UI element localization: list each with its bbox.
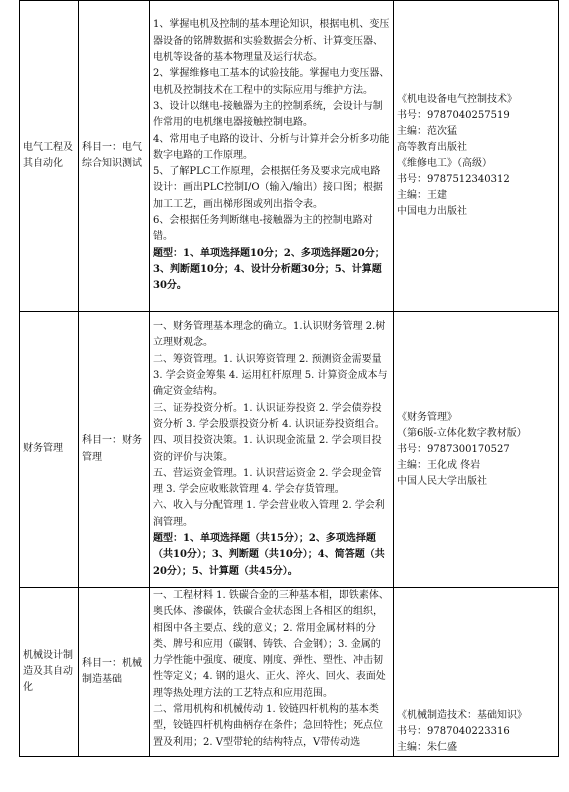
content-item: 二、筹资管理。1. 认识筹资管理 2. 预测资金需要量 3. 学会资金筹集 4. 运用杠杆原理 5. 计算资金成本与确定资金结构。 — [153, 353, 388, 398]
subject-cell: 科目一：机械制造基础 — [79, 588, 150, 757]
content-item: 一、财务管理基本理念的确立。1.认识财务管理 2.树立理财观念。 — [153, 321, 386, 349]
content-item: 二、常用机构和机械传动 1. 铰链四杆机构的基本类型，铰链四杆机构曲柄存在条件；急回特性；死点位置及利用；2. V型带轮的结构特点，V带传动选 — [153, 704, 383, 748]
book-line: 主编：王化成 佟岩 — [397, 459, 481, 471]
content-item: 6、会根据任务判断继电-接触器为主的控制电路对错。 — [153, 215, 373, 243]
textbook-cell — [394, 1, 559, 312]
table-row — [20, 1, 559, 312]
book-line: 书号：9787512340312 — [397, 174, 510, 185]
table-row — [20, 588, 559, 757]
content-item: 5、了解PLC工作原理，会根据任务及要求完成电路设计：画出PLC控制I/O（输入/输出）接口图；根据加工工艺，画出梯形图或列出指令表。 — [153, 166, 383, 210]
content-item: 五、营运资金管理。1. 认识营运资金 2. 学会现金管理 3. 学会应收账款管理 4. 学会存货管理。 — [153, 467, 382, 496]
question-types: 题型：1、单项选择题10分；2、多项选择题20分；3、判断题10分；4、设计分析题30分；5、计算题30分。 — [153, 247, 385, 292]
content-item: 3、设计以继电-接触器为主的控制系统，会设计与制作常用的电机继电器接触控制电路。 — [153, 100, 383, 129]
textbook-cell — [394, 588, 559, 757]
book-line: 主编：范次猛 — [397, 126, 457, 137]
book-line: 《维修电工》（高级） — [397, 158, 492, 169]
content-cell — [150, 312, 394, 588]
content-item: 六、收入与分配管理 1. 学会营业收入管理 2. 学会利润管理。 — [153, 500, 385, 528]
question-types: 题型：1、单项选择题（共15分）；2、多项选择题（共10分）；3、判断题（共10分）；4、简答题（共20分）；5、计算题（共45分）。 — [153, 532, 385, 577]
subject-cell: 科目一：财务管理 — [79, 312, 150, 588]
exam-syllabus-table — [19, 0, 559, 757]
book-line: 书号：9787040257519 — [397, 110, 510, 121]
book-line: 主编：王建 — [397, 190, 447, 201]
subject-cell: 科目一：电气综合知识测试 — [79, 1, 150, 312]
book-line: 中国人民大学出版社 — [397, 475, 487, 487]
book-line: （第6版-立体化数字教材版） — [397, 427, 527, 439]
content-cell — [150, 588, 394, 757]
content-cell — [150, 1, 394, 312]
book-line: 《机械制造技术：基础知识》 — [397, 710, 527, 721]
book-line: 书号：9787040223316 — [397, 726, 510, 737]
book-line: 《机电设备电气控制技术》 — [397, 94, 517, 105]
book-line: 《财务管理》 — [397, 411, 457, 423]
textbook-cell — [394, 312, 559, 588]
book-line: 主编：朱仁盛 — [397, 742, 457, 753]
book-line: 高等教育出版社 — [397, 142, 467, 153]
content-item: 4、常用电子电路的设计、分析与计算并会分析多功能数字电路的工作原理。 — [153, 133, 390, 161]
major-cell: 电气工程及其自动化 — [20, 1, 79, 312]
major-cell: 财务管理 — [20, 312, 79, 588]
table-row — [20, 312, 559, 588]
content-item: 一、工程材料 1. 铁碳合金的三种基本相，即铁素体、奥氏体、渗碳体，铁碳合金状态图上各相区的组织，相图中各主要点、线的意义；2. 常用金属材料的分类、牌号和应用（碳钢、铸铁、合金钢）；3. 金属的力学性能中强度、硬度、刚度、弹性、塑性、冲击韧性等定义；4. 钢的退火、正火、淬火、回火、表面处理等热处理方法的工艺特点和应用范围。 — [153, 590, 389, 699]
content-item: 三、证券投资分析。1. 认识证券投资 2. 学会债券投资分析 3. 学会股票投资分析 4. 认识证券投资组合。 — [153, 402, 385, 430]
book-line: 书号：9787300170527 — [397, 443, 510, 455]
content-item: 1、掌握电机及控制的基本理论知识，根据电机、变压器设备的铭牌数据和实验数据会分析、计算变压器、电机等设备的基本物理量及运行状态。 — [153, 19, 390, 64]
content-item: 2、掌握维修电工基本的试验技能。掌握电力变压器、电机及控制技术在工程中的实际应用与维护方法。 — [153, 68, 390, 96]
content-item: 四、项目投资决策。1. 认识现金流量 2. 学会项目投资的评价与决策。 — [153, 435, 382, 463]
book-line: 中国电力出版社 — [397, 206, 467, 217]
major-cell: 机械设计制造及其自动化 — [20, 588, 79, 757]
